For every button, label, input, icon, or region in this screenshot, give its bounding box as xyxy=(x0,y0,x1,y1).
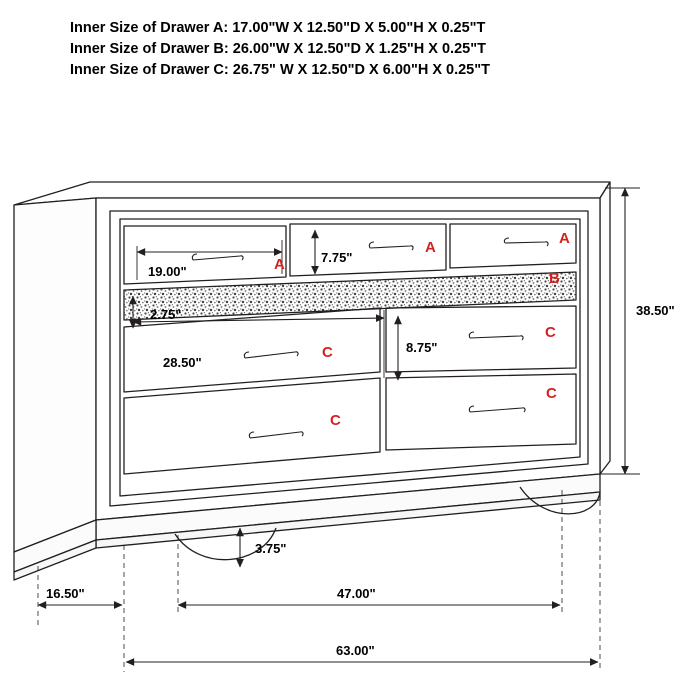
dim-label-total-width: 63.00" xyxy=(336,643,375,658)
dresser-body xyxy=(14,182,610,580)
dim-label-drawer-a-width: 19.00" xyxy=(148,264,187,279)
callout-drawer-c-bottom-right: C xyxy=(546,385,557,402)
callout-drawer-c-top-right: C xyxy=(545,324,556,341)
dim-label-drawer-b-height: 2.75" xyxy=(150,307,182,322)
dim-label-drawer-a-height: 7.75" xyxy=(321,250,353,265)
spec-line-drawer-c: Inner Size of Drawer C: 26.75" W X 12.50"D X 6.00"H X 0.25"T xyxy=(70,62,490,78)
callout-drawer-a-left: A xyxy=(274,256,285,273)
dim-label-inner-width: 47.00" xyxy=(337,586,376,601)
dim-label-base-height: 3.75" xyxy=(255,541,287,556)
spec-line-drawer-b: Inner Size of Drawer B: 26.00"W X 12.50"D X 1.25"H X 0.25"T xyxy=(70,41,486,57)
dim-label-drawer-c-width: 28.50" xyxy=(163,355,202,370)
callout-drawer-c-top-left: C xyxy=(322,344,333,361)
dim-label-depth: 16.50" xyxy=(46,586,85,601)
dim-label-drawer-c-height: 8.75" xyxy=(406,340,438,355)
callout-drawer-a-middle: A xyxy=(425,239,436,256)
callout-drawer-b: B xyxy=(549,270,560,287)
spec-line-drawer-a: Inner Size of Drawer A: 17.00"W X 12.50"D X 5.00"H X 0.25"T xyxy=(70,20,486,36)
callout-drawer-a-right: A xyxy=(559,230,570,247)
dim-label-total-height: 38.50" xyxy=(636,303,675,318)
callout-drawer-c-bottom-left: C xyxy=(330,412,341,429)
